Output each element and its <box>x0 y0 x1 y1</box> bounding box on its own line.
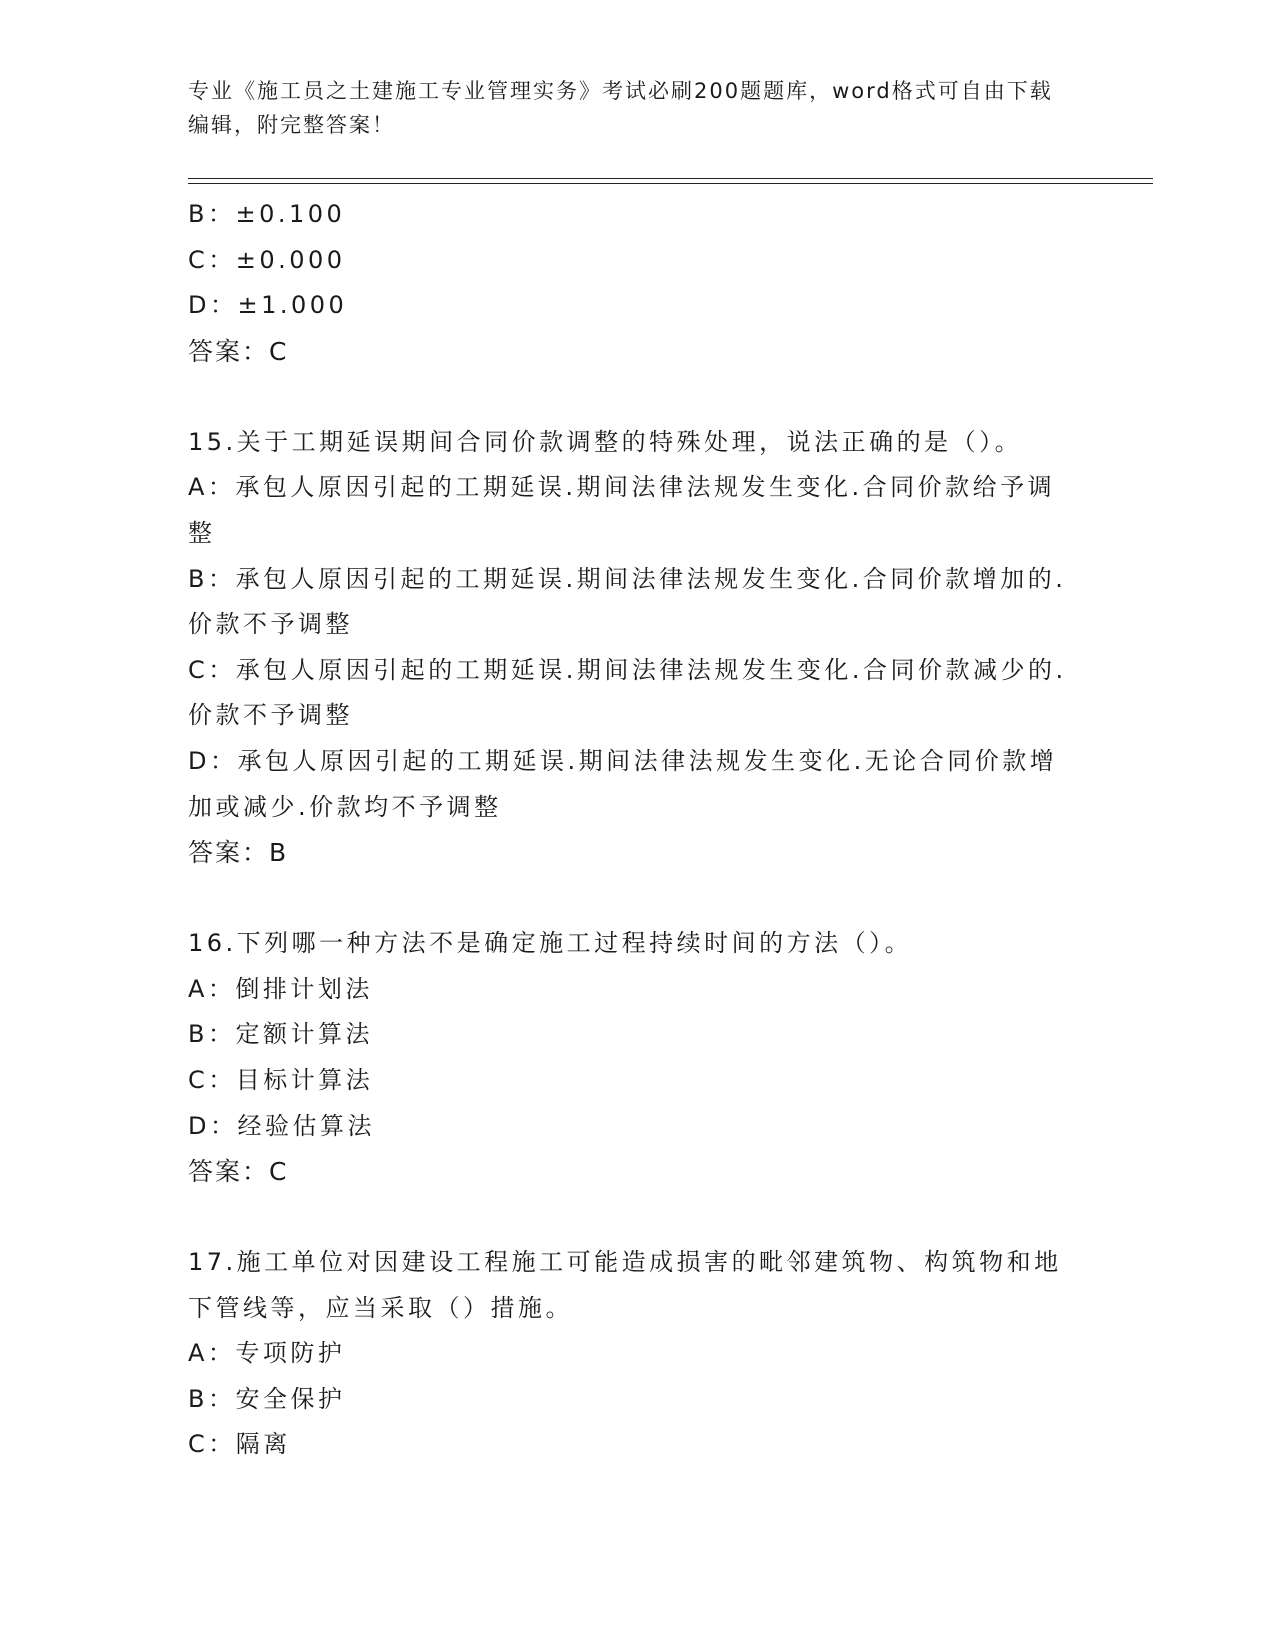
option-c: C：±0.000 <box>188 245 346 274</box>
question-16 <box>188 921 1068 1195</box>
option-a: A：承包人原因引起的工期延误.期间法律法规发生变化.合同价款给予调整 <box>188 473 1056 547</box>
option-d: D：±1.000 <box>188 291 348 320</box>
option-c: C：隔离 <box>188 1430 291 1459</box>
answer-line: 答案：C <box>188 336 289 366</box>
option-b: B：安全保护 <box>188 1384 346 1413</box>
document-body <box>188 192 1068 1468</box>
option-b: B：承包人原因引起的工期延误.期间法律法规发生变化.合同价款增加的.价款不予调整 <box>188 564 1067 639</box>
question-stem: 15.关于工期延误期间合同价款调整的特殊处理，说法正确的是（）。 <box>188 427 1023 456</box>
option-b: B：定额计算法 <box>188 1020 373 1049</box>
answer-line: 答案：C <box>188 1157 289 1187</box>
option-d: D：经验估算法 <box>188 1111 375 1140</box>
option-a: A：专项防护 <box>188 1339 346 1368</box>
option-c: C：目标计算法 <box>188 1065 374 1094</box>
option-a: A：倒排计划法 <box>188 974 373 1003</box>
question-15 <box>188 420 1068 876</box>
header-divider-bottom <box>188 183 1153 184</box>
option-b: B：±0.100 <box>188 200 346 228</box>
question-stem: 16.下列哪一种方法不是确定施工过程持续时间的方法（）。 <box>188 929 913 958</box>
question-17 <box>188 1240 1068 1468</box>
question-14-continued <box>188 192 1068 375</box>
question-stem: 17.施工单位对因建设工程施工可能造成损害的毗邻建筑物、构筑物和地下管线等，应当采取（）措施。 <box>188 1248 1062 1322</box>
header-divider-top <box>188 178 1153 179</box>
answer-line: 答案：B <box>188 838 289 868</box>
option-c: C：承包人原因引起的工期延误.期间法律法规发生变化.合同价款减少的.价款不予调整 <box>188 655 1067 730</box>
document-header: 专业《施工员之土建施工专业管理实务》考试必刷200题题库，word格式可自由下载编辑，附完整答案！ <box>188 79 1053 137</box>
option-d: D：承包人原因引起的工期延误.期间法律法规发生变化.无论合同价款增加或减少.价款均不予调整 <box>188 746 1058 821</box>
